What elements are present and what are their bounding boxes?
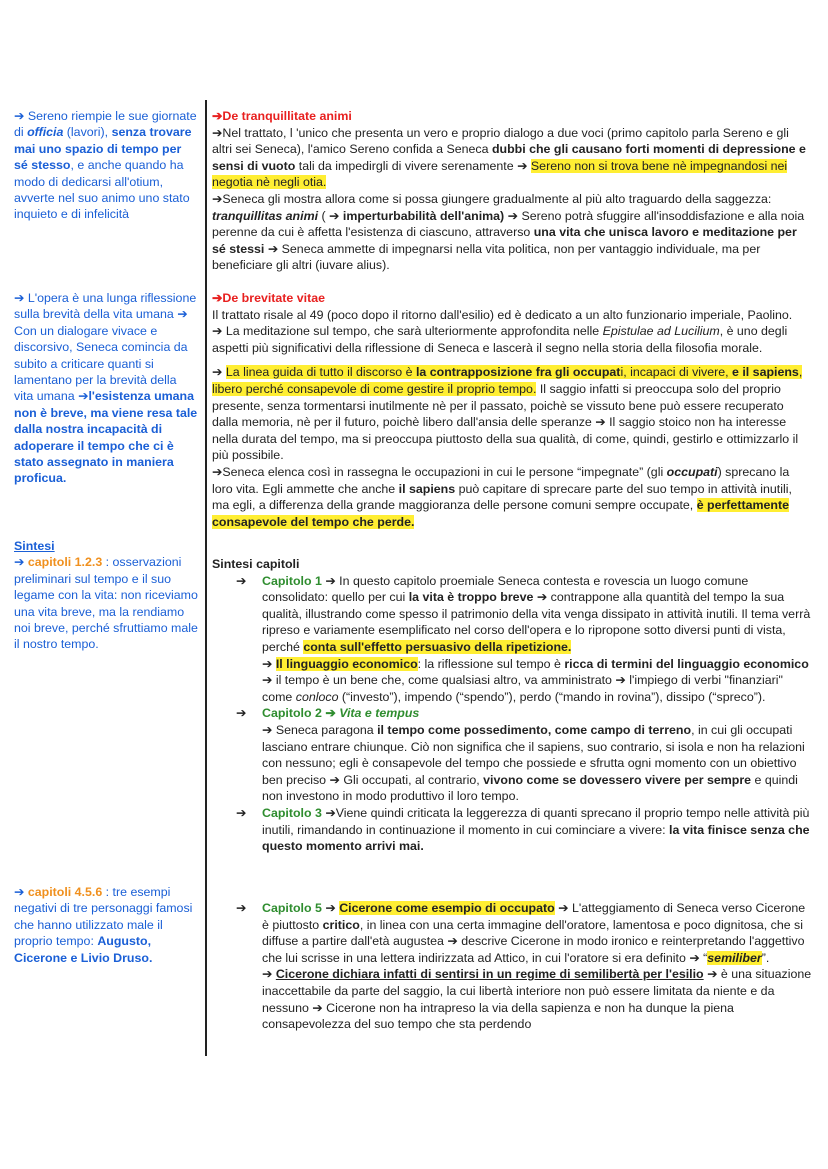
paragraph: ➔Seneca gli mostra allora come si possa giungere gradualmente al più alto traguardo della saggezza: tranquillitas animi ( ➔ imperturbabilità dell'anima) ➔ Sereno potrà sfuggire all'insoddisfazione e alla noia perenne da cui è affetta l'esistenza di ciascuno, attraverso una vita che unisca lavoro e meditazione per sé stessi ➔ Seneca ammette di impegnarsi nella vita politica, non per vantaggio individuale, ma per beneficiare gli altri (iuvare alius). [212,191,805,273]
section-title: ➔De tranquillitate animi [212,109,352,123]
arrow-icon: ➔ [267,241,279,256]
section-tranquillitate [212,108,812,274]
arrow-icon: ➔ [212,464,223,479]
section-sintesi-capitoli [212,554,812,855]
arrow-icon: ➔ [325,901,336,915]
arrow-icon: ➔ [78,389,89,404]
sintesi-title: Sintesi [14,539,55,553]
side-note-capitoli-456: ➔ capitoli 4.5.6 : tre esempi negativi di tre personaggi famosi che hanno utilizzato male il proprio tempo: Augusto, Cicerone e Livio Druso. [14,885,193,965]
chapter-3: ➔ Capitolo 3 ➔Viene quindi criticata la leggerezza di quanti sprecano il proprio tempo nelle attività più inutili, rimandando in continuazione il momento in cui cominciare a vivere: la vita finisce senza che questo momento arrivi mai. [236,805,810,854]
arrow-icon: ➔ [595,415,606,430]
arrow-icon: ➔ [262,967,273,982]
arrow-icon: ➔ [262,656,273,671]
chapter-2: ➔ Capitolo 2 ➔ Vita e tempus ➔ Seneca paragona il tempo come possedimento, come campo di terreno, in cui gli occupati lasciano entrare chiunque. Ciò non significa che il sapiens, suo contrario, si isola e non ha relazioni con nessuno; egli è consapevole del tempo che possiede e sfrutta ogni momento con un obiettivo ben preciso ➔ Gli occupati, al contrario, vivono come se dovessero vivere per sempre e quindi non investono in modo produttivo il loro tempo. [236,706,805,804]
arrow-icon: ➔ [236,706,247,721]
side-note-sintesi: Sintesi ➔ capitoli 1.2.3 : osservazioni preliminari sul tempo e il suo legame con la vita: non riceviamo una vita breve, ma la rendiamo noi breve, perché sfruttiamo male il nostro tempo. [14,539,198,652]
arrow-icon: ➔ [325,573,336,588]
column-divider [205,100,207,1056]
arrow-icon: ➔ [212,291,223,305]
arrow-icon: ➔ [14,555,25,570]
paragraph: ➔ La linea guida di tutto il discorso è la contrapposizione fra gli occupati, incapaci di vivere, e il sapiens, libero perché consapevole di come gestire il proprio tempo. Il saggio infatti si preoccupa solo del proprio presente, senza tormentarsi inutilmente nè per il passato, poichè se vissuto bene può essere recuperato dalla memoria, nè per il futuro, poichè libero dall'ansia delle speranze ➔ Il saggio stoico non ha interesse nella durata del tempo, ma si preoccupa piuttosto della sua qualità, di come, quindi, gestirlo e ottimizzarlo il più possibile. [212,365,803,463]
arrow-icon: ➔ [329,208,340,223]
arrow-icon: ➔ [262,722,273,737]
section-brevitate: ➔De brevitate vitae Il trattato risale al 49 (poco dopo il ritorno dall'esilio) ed è dedicato a un alto funzionario imperiale, Paolino. ➔ La meditazione sul tempo, che sarà ulteriormente approfondita nelle Epistulae ad Lucilium, è uno degli aspetti più significativi della riflessione di Seneca e lascerà il segno nella storia della filosofia morale. ➔ La linea guida di tutto il discorso è la contrapposizione fra gli occupati, incapaci di vivere, e il sapiens, libero perché consapevole di come gestire il proprio tempo. Il saggio infatti si preoccupa solo del proprio presente, senza tormentarsi inutilmente nè per il passato, poichè se vissuto bene può essere recuperato dalla memoria, nè per il futuro, poichè libero dall'ansia delle speranze ➔ Il saggio stoico non ha interesse nella durata del tempo, ma si preoccupa piuttosto della sua qualità, di come, quindi, gestirlo e ottimizzarlo il più possibile. ➔Seneca elenca così in rassegna le occupazioni in cui le persone “impegnate” (gli occupati) sprecano la loro vita. Egli ammette che anche il sapiens può capitare di sprecare parte del suo tempo in attività inutili, ma egli, a differenza della grande maggioranza delle persone comuni sempre occupate, è perfettamente consapevole del tempo che perde. [212,290,812,530]
arrow-icon: ➔ [236,901,247,915]
arrow-icon: ➔ [236,573,247,588]
chapter-1: ➔ Capitolo 1 ➔ In questo capitolo proemiale Seneca contesta e rovescia un luogo comune consolidato: quello per cui la vita è troppo breve ➔ contrappone alla quantità del tempo la sua qualità, illustrando come spesso il patrimonio della vita venga dissipato in attività inutili. Il tema verrà ripreso e variamente esemplificato nel corso dell'opera e lo ripropone sotto diversi punti di vista, perché conta sull'effetto persuasivo della ripetizione. ➔ Il linguaggio economico: la riflessione sul tempo è ricca di termini del linguaggio economico ➔ il tempo è un bene che, come qualsiasi altro, va amministrato ➔ l'impiego di verbi "finanziari" come conloco (“investo”), impendo (“spendo”), perdo (“mando in rovina”), dissipo (“spreco”). [236,573,811,704]
arrow-icon: ➔ [536,590,548,605]
arrow-icon: ➔ [325,805,336,820]
arrow-icon: ➔ [707,967,718,982]
arrow-icon: ➔ [325,706,336,721]
arrow-icon: ➔ [212,109,223,123]
arrow-icon: ➔ [236,805,247,820]
arrow-icon: ➔ [517,158,528,173]
arrow-icon: ➔ [212,125,223,140]
arrow-icon: ➔ [558,901,569,915]
arrow-icon: ➔ [262,673,273,688]
side-note-sereno: ➔ Sereno riempie le sue giornate di officia (lavori), senza trovare mai uno spazio di tempo per sé stesso, e anche quando ha modo di dedicarsi all'otium, avverte nel suo animo uno stato inquieto e di infelicità [14,109,197,222]
arrow-icon: ➔ [14,885,25,899]
arrow-icon: ➔ [212,324,223,339]
arrow-icon: ➔ [507,208,519,223]
arrow-icon: ➔ [14,109,25,123]
arrow-icon: ➔ [312,1000,323,1015]
arrow-icon: ➔ [177,307,188,322]
side-note-opera: ➔ L'opera è una lunga riflessione sulla brevità della vita umana ➔ Con un dialogare vivace e discorsivo, Seneca comincia da subito a criticare quanti si lamentano per la brevità della vita umana ➔l'esistenza umana non è breve, ma viene resa tale dalla nostra incapacità di adoperare il tempo che ci è stato assegnato in maniera proficua. [14,291,198,486]
arrow-icon: ➔ [14,291,25,305]
paragraph: ➔Nel trattato, l 'unico che presenta un vero e proprio dialogo a due voci (primo capitolo parla Sereno e gli altri sei Seneca), l'amico Sereno confida a Seneca dubbi che gli causano forti momenti di depressione e sensi di vuoto tali da impedirgli di vivere serenamente ➔ Sereno non si trova bene nè impegnandosi nei negotia nè negli otia. [212,125,806,190]
chapter-5: ➔ Capitolo 5 ➔ Cicerone come esempio di occupato ➔ L'atteggiamento di Seneca verso Cicerone è piuttosto critico, in linea con una certa immagine dell'oratore, lamentosa e poco dignitosa, che si diffuse a partire dall'età augustea ➔ descrive Cicerone in modo ironico e reinterpretando l'aggettivo che lui scrisse in una lettera indirizzata ad Attico, in cui l'oratore si era definito ➔ “semiliber”. ➔ Cicerone dichiara infatti di sentirsi in un regime di semilibertà per l'esilio ➔ è una situazione inaccettabile da parte del saggio, la cui libertà interiore non può essere limitata da niente e da nessuno ➔ Cicerone non ha intrapreso la via della sapienza e non ha dunque la piena consapevolezza del suo tempo che sta perdendo [236,901,812,1032]
section-title: Sintesi capitoli [212,557,300,571]
paragraph: ➔Seneca elenca così in rassegna le occupazioni in cui le persone “impegnate” (gli occupati) sprecano la loro vita. Egli ammette che anche il sapiens può capitare di sprecare parte del suo tempo in attività inutili, ma egli, a differenza della grande maggioranza delle persone comuni sempre occupate, è perfettamente consapevole del tempo che perde. [212,464,792,529]
arrow-icon: ➔ [329,772,340,787]
arrow-icon: ➔ [615,673,626,688]
arrow-icon: ➔ [689,950,700,965]
arrow-icon: ➔ [212,365,223,380]
arrow-icon: ➔ [447,934,458,949]
section-capitolo-5 [212,900,812,1033]
arrow-icon: ➔ [212,191,223,206]
section-title: ➔De brevitate vitae [212,291,326,305]
